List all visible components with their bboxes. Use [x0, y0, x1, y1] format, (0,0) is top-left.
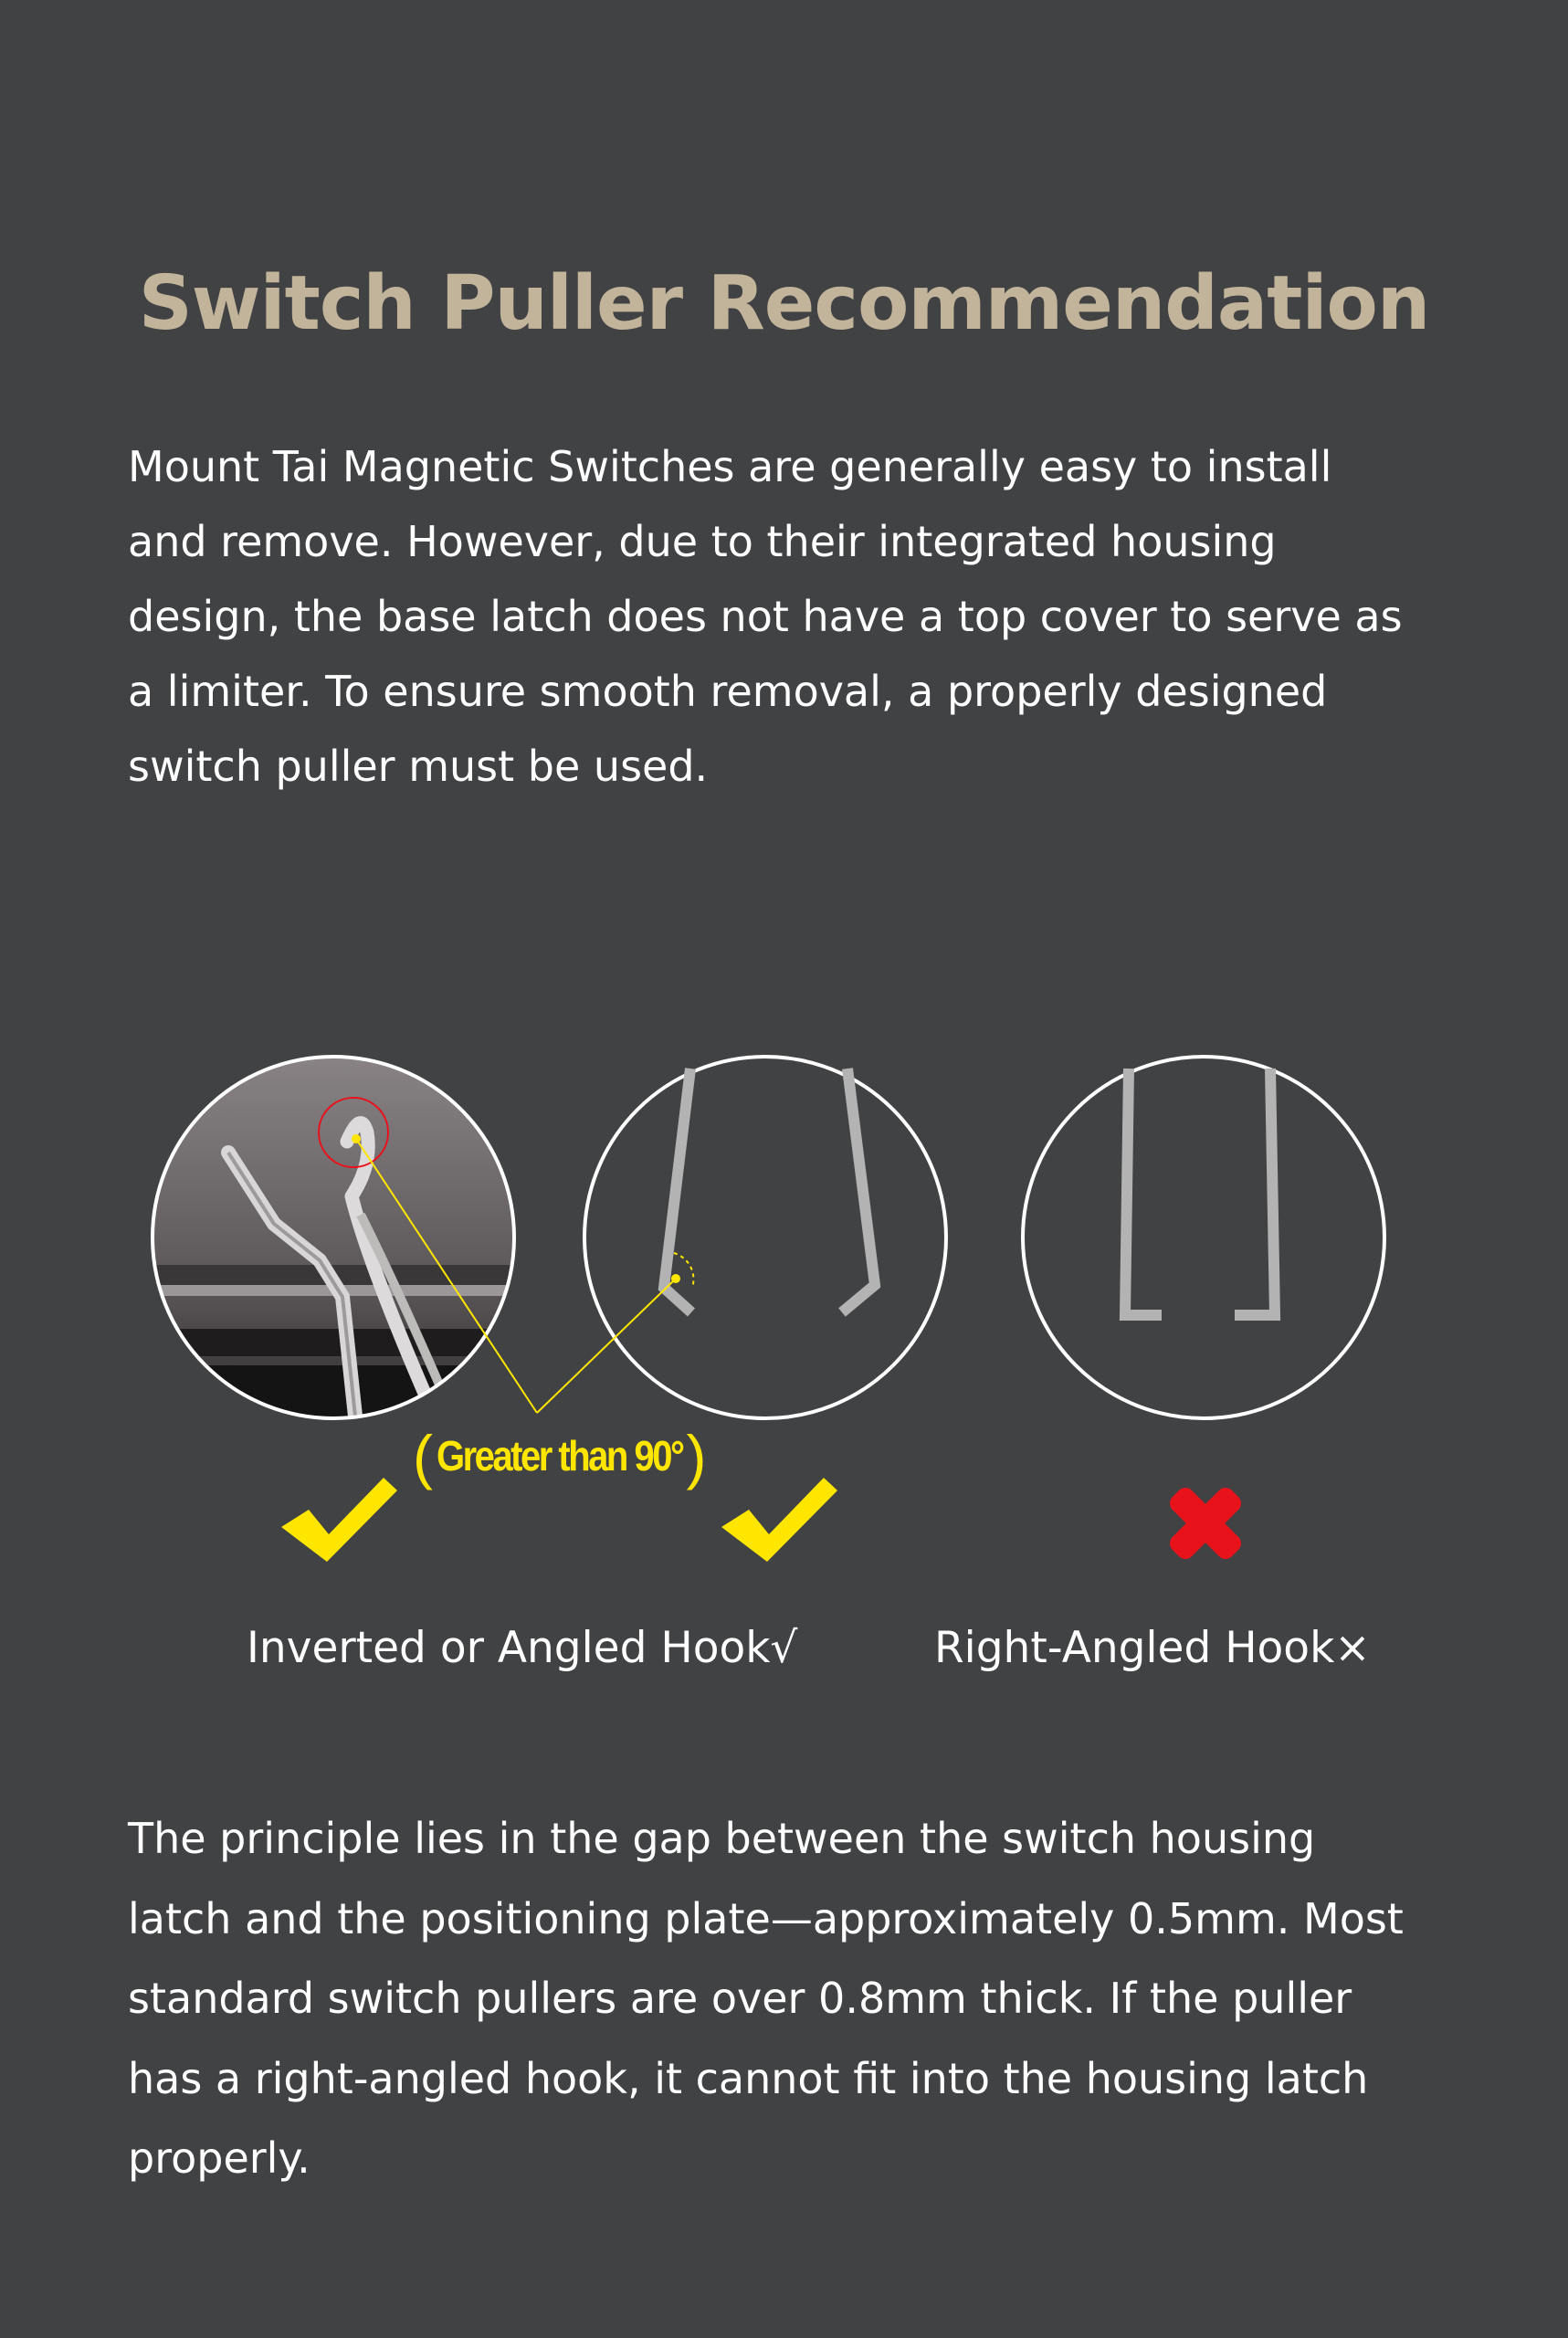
- principle-line: The principle lies in the gap between the switch housing: [128, 1814, 1316, 1863]
- check-icon: [721, 1478, 837, 1562]
- angle-note: [413, 1425, 706, 1489]
- intro-line: Mount Tai Magnetic Switches are generally easy to install: [128, 442, 1332, 491]
- angle-note-close-paren: ): [686, 1423, 707, 1490]
- principle-line: latch and the positioning plate—approximately 0.5mm. Most: [128, 1893, 1404, 1943]
- check-icon: [281, 1478, 397, 1562]
- cross-icon: [1146, 1464, 1265, 1583]
- principle-line: standard switch pullers are over 0.8mm thick. If the puller: [128, 1974, 1352, 2023]
- principle-line: has a right-angled hook, it cannot fit into the housing latch: [128, 2053, 1369, 2103]
- page-title: Switch Puller Recommendation: [138, 260, 1430, 347]
- intro-line: a limiter. To ensure smooth removal, a properly designed: [128, 667, 1328, 716]
- angled-hook-diagram: [584, 1057, 946, 1418]
- principle-line: properly.: [128, 2133, 310, 2183]
- angle-note-open-paren: (: [413, 1423, 433, 1490]
- caption-angled-hook: Inverted or Angled Hook√: [247, 1623, 798, 1673]
- intro-line: design, the base latch does not have a top cover to serve as: [128, 592, 1403, 641]
- intro-line: and remove. However, due to their integrated housing: [128, 517, 1277, 566]
- caption-right-angled-hook: Right-Angled Hook×: [934, 1623, 1371, 1673]
- intro-line: switch puller must be used.: [128, 742, 709, 791]
- photo-closeup: [146, 1050, 530, 1434]
- principle-paragraph: [128, 1799, 1461, 2199]
- angle-note-text: Greater than 90°: [436, 1433, 683, 1480]
- right-angle-hook-diagram: [1023, 1057, 1384, 1418]
